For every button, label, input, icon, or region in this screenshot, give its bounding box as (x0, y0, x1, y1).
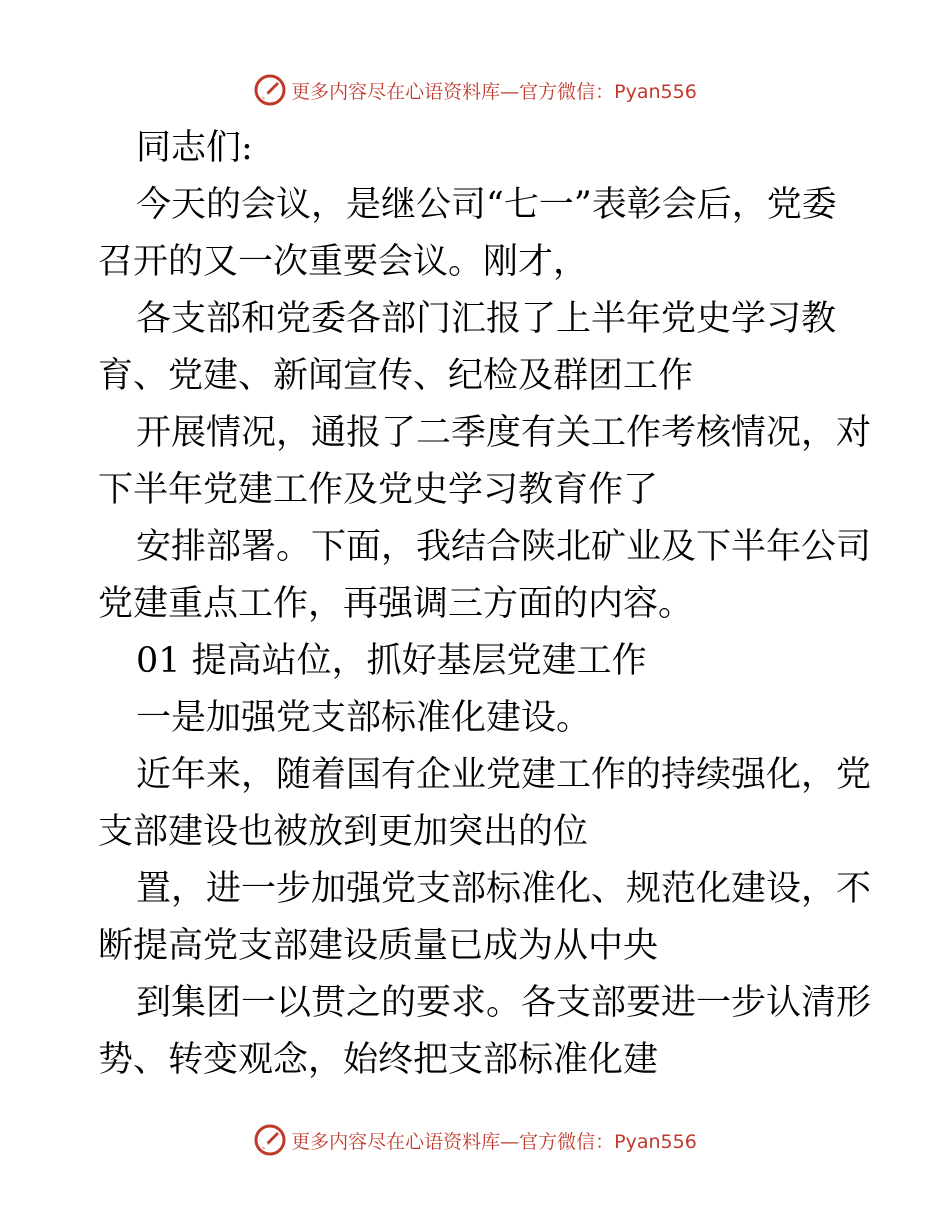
text-line: 一是加强党支部标准化建设。 (136, 698, 592, 738)
text-line: 同志们: (136, 128, 253, 168)
text-line: 近年来，随着国有企业党建工作的持续强化，党 (136, 755, 872, 795)
text-line: 各支部和党委各部门汇报了上半年党史学习教 (136, 299, 837, 339)
header-banner-wechat: 官方微信：Pyan556 (519, 80, 697, 103)
quill-logo-icon (253, 1123, 287, 1157)
header-banner-text: 更多内容尽在心语资料库— (291, 80, 520, 103)
text-line: 支部建设也被放到更加突出的位 (98, 812, 589, 852)
footer-banner-wechat: 官方微信：Pyan556 (519, 1130, 697, 1153)
text-line: 党建重点工作，再强调三方面的内容。 (98, 584, 694, 624)
text-line: 势、转变观念，始终把支部标准化建 (98, 1040, 659, 1080)
footer-watermark-banner (0, 1120, 950, 1160)
footer-banner-text: 更多内容尽在心语资料库— (291, 1130, 520, 1153)
text-line: 断提高党支部建设质量已成为从中央 (98, 926, 659, 966)
text-line: 置，进一步加强党支部标准化、规范化建设，不 (136, 869, 872, 909)
text-line: 今天的会议，是继公司“七一”表彰会后，党委 (136, 185, 837, 225)
document-body (98, 120, 872, 1089)
quill-logo-icon (253, 73, 287, 107)
text-line: 安排部署。下面，我结合陕北矿业及下半年公司 (136, 527, 872, 567)
header-watermark-banner (0, 70, 950, 110)
section-heading: 01 提高站位，抓好基层党建工作 (136, 641, 647, 681)
text-line: 到集团一以贯之的要求。各支部要进一步认清形 (136, 983, 872, 1023)
text-line: 召开的又一次重要会议。刚才， (98, 242, 589, 282)
text-line: 育、党建、新闻宣传、纪检及群团工作 (98, 356, 694, 396)
text-line: 开展情况，通报了二季度有关工作考核情况，对 (136, 413, 872, 453)
text-line: 下半年党建工作及党史学习教育作了 (98, 470, 659, 510)
